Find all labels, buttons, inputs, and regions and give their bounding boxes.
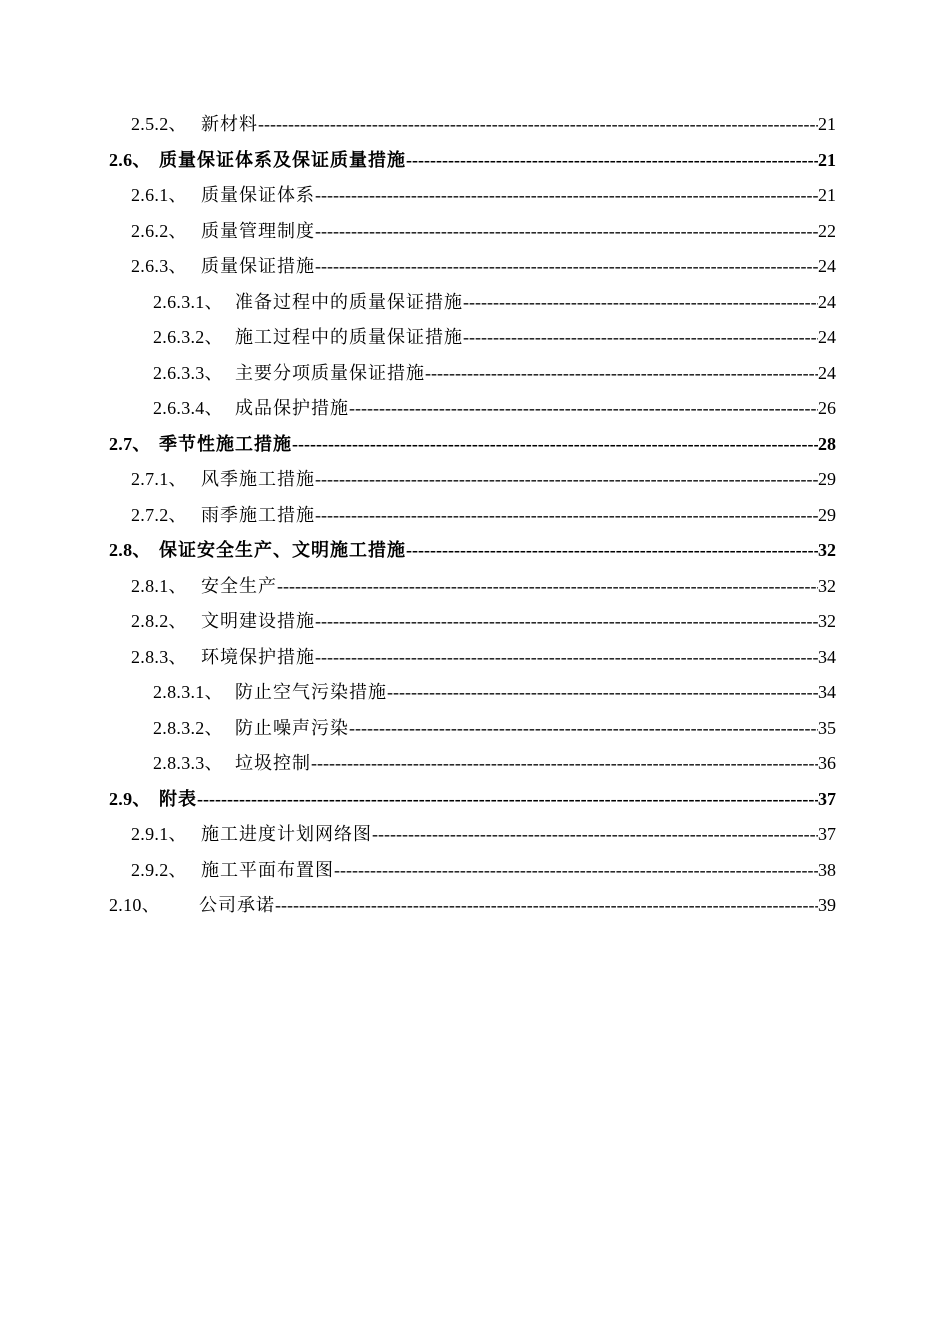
toc-entry[interactable]	[109, 462, 836, 498]
toc-entry-number: 2.7、	[109, 433, 151, 454]
toc-entry-title: 质量保证措施	[201, 256, 315, 276]
toc-entry[interactable]	[109, 320, 836, 356]
toc-entry-number: 2.6.3.1、	[153, 291, 223, 312]
toc-leader	[277, 569, 818, 605]
toc-entry-title: 环境保护措施	[201, 646, 315, 667]
toc-entry-page: 29	[818, 504, 836, 525]
toc-entry-number: 2.10、	[109, 895, 160, 915]
toc-entry-title: 施工平面布置图	[201, 859, 334, 880]
toc-entry-page: 37	[818, 788, 836, 809]
toc-entry-page: 24	[818, 291, 836, 312]
toc-entry-number: 2.8.1、	[131, 575, 187, 596]
toc-entry-number: 2.6.3.4、	[153, 398, 223, 418]
toc-entry-page: 24	[818, 327, 836, 347]
toc-entry-number: 2.5.2、	[131, 114, 187, 134]
toc-entry-page: 22	[818, 220, 836, 241]
toc-entry-page: 37	[818, 824, 836, 844]
toc-entry-title: 雨季施工措施	[201, 504, 315, 525]
toc-entry-page: 24	[818, 256, 836, 276]
toc-leader	[425, 356, 818, 392]
toc-leader	[349, 711, 818, 747]
toc-entry[interactable]	[109, 427, 836, 463]
toc-entry-title: 新材料	[201, 114, 258, 134]
toc-entry-title: 保证安全生产、文明施工措施	[159, 540, 406, 560]
toc-entry[interactable]	[109, 853, 836, 889]
toc-entry-title: 文明建设措施	[201, 611, 315, 631]
toc-leader	[315, 178, 818, 214]
toc-entry-title: 施工进度计划网络图	[201, 824, 372, 844]
toc-leader	[315, 604, 818, 640]
toc-entry-number: 2.6、	[109, 149, 151, 170]
toc-leader	[315, 249, 818, 285]
toc-entry-number: 2.6.3.3、	[153, 362, 223, 383]
toc-entry-number: 2.8.3.1、	[153, 682, 223, 702]
toc-entry[interactable]	[109, 746, 836, 782]
toc-entry-title: 附表	[159, 788, 197, 809]
toc-entry-page: 21	[818, 149, 836, 170]
toc-leader	[315, 640, 818, 676]
toc-entry[interactable]	[109, 817, 836, 853]
toc-entry-number: 2.8.2、	[131, 611, 187, 631]
toc-entry-title: 防止空气污染措施	[235, 682, 387, 702]
toc-entry[interactable]	[109, 888, 836, 924]
toc-entry-number: 2.8.3、	[131, 646, 187, 667]
toc-entry-title: 准备过程中的质量保证措施	[235, 291, 463, 312]
toc-entry[interactable]	[109, 640, 836, 676]
toc-entry[interactable]	[109, 675, 836, 711]
toc-entry-page: 21	[818, 185, 836, 205]
toc-entry-number: 2.9、	[109, 788, 151, 809]
toc-leader	[372, 817, 818, 853]
toc-entry-number: 2.7.1、	[131, 469, 187, 489]
toc-entry-page: 29	[818, 469, 836, 489]
toc-leader	[463, 285, 818, 321]
toc-leader	[406, 533, 818, 569]
toc-leader	[311, 746, 818, 782]
toc-entry-page: 38	[818, 859, 836, 880]
toc-entry[interactable]	[109, 604, 836, 640]
toc-entry[interactable]	[109, 533, 836, 569]
toc-entry-number: 2.9.1、	[131, 824, 187, 844]
toc-entry-number: 2.8.3.2、	[153, 717, 223, 738]
toc-entry-title: 质量保证体系及保证质量措施	[159, 149, 406, 170]
toc-entry-number: 2.6.3.2、	[153, 327, 223, 347]
toc-entry-number: 2.8.3.3、	[153, 753, 223, 773]
toc-entry-title: 季节性施工措施	[159, 433, 292, 454]
toc-entry-title: 公司承诺	[199, 895, 275, 915]
toc-entry-page: 32	[818, 575, 836, 596]
toc-entry[interactable]	[109, 178, 836, 214]
toc-leader	[275, 888, 818, 924]
toc-entry[interactable]	[109, 143, 836, 179]
toc-leader	[315, 498, 818, 534]
toc-leader	[463, 320, 818, 356]
toc-entry-page: 36	[818, 753, 836, 773]
toc-entry-page: 35	[818, 717, 836, 738]
toc-entry-title: 质量管理制度	[201, 220, 315, 241]
toc-entry-title: 主要分项质量保证措施	[235, 362, 425, 383]
toc-entry-page: 34	[818, 682, 836, 702]
toc-entry-page: 21	[818, 114, 836, 134]
toc-leader	[258, 107, 818, 143]
toc-entry-number: 2.7.2、	[131, 504, 187, 525]
toc-entry-title: 风季施工措施	[201, 469, 315, 489]
toc-entry-title: 防止噪声污染	[235, 717, 349, 738]
toc-leader	[334, 853, 818, 889]
toc-entry-title: 质量保证体系	[201, 185, 315, 205]
toc-leader	[349, 391, 818, 427]
toc-entry-number: 2.6.3、	[131, 256, 187, 276]
toc-entry-page: 39	[818, 895, 836, 915]
toc-entry[interactable]	[109, 711, 836, 747]
toc-entry-page: 26	[818, 398, 836, 418]
toc-entry-title: 施工过程中的质量保证措施	[235, 327, 463, 347]
toc-leader	[315, 214, 818, 250]
toc-entry-page: 24	[818, 362, 836, 383]
table-of-contents	[109, 107, 836, 924]
toc-leader	[197, 782, 818, 818]
toc-entry[interactable]	[109, 569, 836, 605]
toc-leader	[387, 675, 818, 711]
toc-entry[interactable]	[109, 498, 836, 534]
toc-entry-title: 垃圾控制	[235, 753, 311, 773]
toc-entry[interactable]	[109, 285, 836, 321]
toc-entry[interactable]	[109, 107, 836, 143]
toc-leader	[315, 462, 818, 498]
toc-entry[interactable]	[109, 782, 836, 818]
toc-leader	[292, 427, 818, 463]
toc-entry-page: 28	[818, 433, 836, 454]
toc-entry[interactable]	[109, 214, 836, 250]
toc-entry[interactable]	[109, 391, 836, 427]
toc-leader	[406, 143, 818, 179]
toc-entry-number: 2.8、	[109, 540, 151, 560]
toc-entry[interactable]	[109, 249, 836, 285]
toc-entry-number: 2.6.1、	[131, 185, 187, 205]
toc-entry-title: 安全生产	[201, 575, 277, 596]
toc-entry-number: 2.9.2、	[131, 859, 187, 880]
toc-entry-page: 32	[818, 540, 836, 560]
toc-entry-title: 成品保护措施	[235, 398, 349, 418]
toc-entry-number: 2.6.2、	[131, 220, 187, 241]
toc-entry-page: 32	[818, 611, 836, 631]
toc-entry-page: 34	[818, 646, 836, 667]
toc-entry[interactable]	[109, 356, 836, 392]
